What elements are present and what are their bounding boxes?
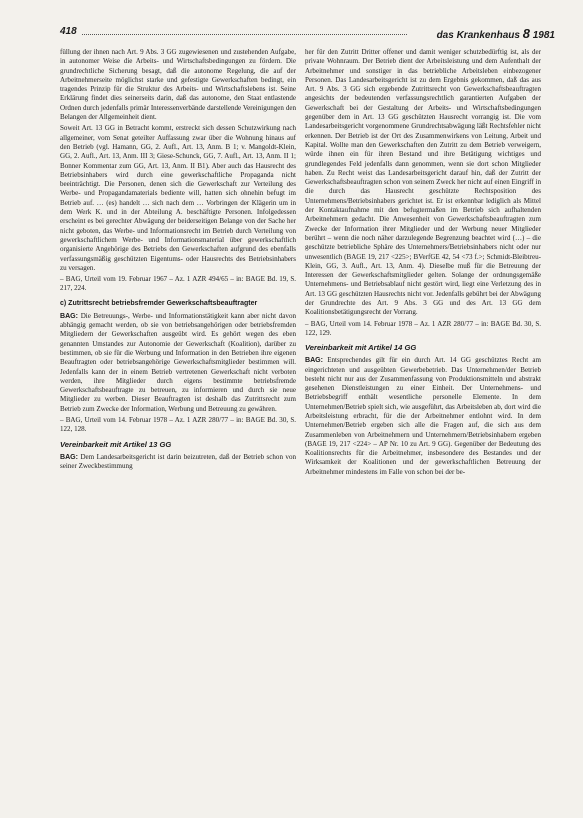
issue-number: 8 [522, 26, 530, 41]
paragraph [60, 453, 296, 472]
page-number: 418 [60, 26, 77, 37]
right-column [305, 48, 541, 479]
journal-title [437, 26, 555, 41]
paragraph: her für den Zutritt Dritter offener und damit weniger schutzbedürftig ist, als der private Wohnraum. Der Betrieb dient der Arbeitsleistung und dem Aufenthalt der Arbeitnehmer und sonstiger in das betriebliche Arbeitsleben einbezogener Personen. Das Landesarbeitsgericht ist zu dem Ergebnis gekommen, daß das aus Art. 9 Abs. 3 GG sich ergebende Zutrittsrecht von Gewerkschaftsbeauftragten angesichts der bedeutenden verfassungsrechtlich garantierten Aufgaben der Gewerkschaft bei der Gestaltung der Arbeits- und Wirtschaftsbedingungen gegenüber dem in Art. 13 GG geschützten Hausrecht vorrangig ist. Die vom Landesarbeitsgericht vorgenommene Grundrechtsabwägung läßt Rechtsfehler nicht erkennen. Der Betrieb ist der Ort des Zusammenwirkens von Leitung, Arbeit und Kapital. Wollte man den Gewerkschaften den Zutritt zu dem Betrieb verweigern, würde ihnen ein für ihren Bestand und ihre Betätigung wichtiges und grundlegendes Feld jedenfalls dann genommen, wenn sie dort schon Mitglieder haben. Zu Recht weist das Landesarbeitsgericht darauf hin, daß der Zutritt der Gewerkschaftsbeauftragten schon von seinem Zweck her nicht auf einen Eingriff in die durch das Hausrecht geschützte Rechtsposition des Unternehmens/Betriebsinhabers gerichtet ist. Er ist erkennbar lediglich als Mittel der Kontaktaufnahme mit den befugtermaßen im Betrieb sich aufhaltenden Arbeitnehmern gedacht. Die Anwesenheit von Gewerkschaftsbeauftragten zum Zwecke der Information ihrer Mitglieder und der Werbung neuer Mitglieder berührt – wenn die noch näher darzulegende Begrenzung beachtet wird (…) – die geschützte betriebliche Sphäre des Unternehmers/Betriebsinhabers nicht oder nur unwesentlich (BAGE 19, 217 <225>; BVerfGE 42, 54 <73 f.>; Schmidt-Bleibtreu-Klein, GG, 3. Aufl., Art. 13, Anm. 4). Dieselbe muß für die Betreuung der Interessen der Gewerkschaftsmitglieder gelten. Solange der ordnungsgemäße Unternehmens- und Betriebsablauf nicht gestört wird, liegt eine Verletzung des in Art. 13 GG geschützten Hausrechts nicht vor. Jedenfalls gebührt bei der Abwägung der Grundrechte des Art. 9 Abs. 3 GG und des Art. 13 GG dem Koalitionsbetätigungsrecht der Vorrang. [305, 48, 541, 317]
subheading-zutrittsrecht: c) Zutrittsrecht betriebsfremder Gewerkschaftsbeauftragter [60, 299, 258, 307]
subheading-art13: Vereinbarkeit mit Artikel 13 GG [60, 439, 172, 449]
paragraph [60, 312, 296, 414]
header-dotted-rule [82, 34, 407, 35]
running-header [60, 26, 555, 40]
court-label: BAG: [305, 357, 324, 365]
journal-name: das Krankenhaus [436, 30, 520, 41]
citation: – BAG, Urteil vom 19. Februar 1967 – Az. 1 AZR 494/65 – in: BAGE Bd. 19, S. 217, 224. [60, 275, 296, 293]
paragraph-text: Dem Landesarbeitsgericht ist darin beizutreten, daß der Betrieb schon von seiner Zweckbestimmung [60, 452, 296, 470]
court-label: BAG: [60, 312, 79, 320]
journal-year: 1981 [532, 30, 555, 41]
paragraph-text: Entsprechendes gilt für ein durch Art. 14 GG geschütztes Recht am eingerichteten und ausgeübten Gewerbebetrieb. Das Unternehmen/der Betrieb besteht nicht nur aus der Zusammenfassung von Produktionsmitteln und abstrakt gesehenen Dienstleistungen zu einer Einheit. Der Unternehmens- und Betriebsbegriff enthält wesentliche personelle Elemente. In dem Unternehmen/Betrieb spielt sich, wie ausgeführt, das Arbeitsleben ab, dort wird die Arbeitsleistung erbracht, für die der Arbeitnehmer entlohnt wird. In dem Unternehmen/Betrieb ergeben sich alle die Fragen auf, die sich aus dem Zusammenleben von Arbeitnehmern und Unternehmern/Betriebsinhabern ergeben (BAGE 19, 217 <224> – AP Nr. 10 zu Art. 9 GG). Gegenüber der Bedeutung des Koalitionsrechts für die Arbeitnehmer, insbesondere des Bestandes und der Wirksamkeit der Koalitionen und der gewerkschaftlichen Betreuung der Arbeitnehmer mindestens im Falle von schon bei der be- [305, 356, 541, 476]
subheading-art14: Vereinbarkeit mit Artikel 14 GG [305, 343, 417, 353]
court-label: BAG: [60, 453, 79, 461]
citation: – BAG, Urteil vom 14. Februar 1978 – Az. 1 AZR 280/77 – in: BAGE Bd. 30, S. 122, 129. [305, 319, 541, 337]
paragraph-text: Die Betreuungs-, Werbe- und Informationstätigkeit kann aber nicht davon abhängig gemacht werden, ob sie von betriebsangehörigen oder betriebsfremden Mitgliedern der Gewerkschaften ausgeübt wird. Es gehört wegen des eben genannten Umstandes zur Autonomie der Gewerkschaft (Koalition), darüber zu bestimmen, ob sie für die Werbung und Information in den Betrieben ihre eigenen Beauftragten oder betriebsangehörige Gewerkschaftsmitglieder bestimmen will. Jedenfalls kann der in einem Betrieb vertretenen Gewerkschaft nicht verboten werden, ihre Mitglieder durch eigens bestimmte betriebsfremde Gewerkschaftsbeauftragte zu betreuen, zu informieren und durch sie neue Mitglieder zu werben. Dieser Beauftragten ist deshalb das Zutrittsrecht zum Betrieb zum Zwecke der Information, Werbung und Betreuung zu gewähren. [60, 311, 296, 413]
paragraph: Soweit Art. 13 GG in Betracht kommt, erstreckt sich dessen Schutzwirkung nach allgemeiner, vom Senat geteilter Auffassung zwar über die Wohnung hinaus auf den Betrieb (vgl. Hamann, GG, 2. Aufl., Art. 13, Anm. B 1; v. Mangoldt-Klein, GG, 2. Aufl., Art. 13, Anm. III 3; Giese-Schunck, GG, 7. Aufl., Art. 13, Anm. II 1; Bonner Kommentar zum GG, Art. 13, Anm. II B1). Aber auch das Hausrecht des Betriebsinhabers wird durch eine gewerkschaftliche Propaganda nicht beeinträchtigt. Die Personen, denen sich die Gewerkschaft zur Verteilung des Werbe- und Propagandamaterials bediente will, hatten sich ohnehin befugt im Betrieb auf. … (es) handelt … sich nach dem … Vorbringen der Klägerin um in dem Werk K. und in der Abteilung A. beschäftigte Personen. Infolgedessen erscheint es bei gerechter Abwägung der beiderseitigen Belange von der Sache her nicht geboten, das Werbe- und Informationsrecht im Betrieb durch Verteilung von gewerkschaftlichem Werbe- und Informationsmaterial über gewerkschaftlich organisierte Angehörige des Betriebs den Gewerkschaften aufgrund des ebenfalls verfassungsmäßig geschützten Eigentums- oder Hausrechts des Betriebsinhabers zu versagen. [60, 124, 296, 272]
paragraph [305, 356, 541, 477]
citation: – BAG, Urteil vom 14. Februar 1978 – Az. 1 AZR 280/77 – in: BAGE Bd. 30, S. 122, 128. [60, 415, 296, 434]
paragraph: füllung der ihnen nach Art. 9 Abs. 3 GG zugewiesenen und zustehenden Aufgabe, in autonomer Weise die Arbeits- und Wirtschaftsbedingungen zu fördern. Die grundrechtliche Sicherung besagt, daß die autonome Regelung, die auf der Arbeitnehmerseite möglichst starke und gefestigte Gewerkschaften bedingt, ein tragendes Prinzip für die Struktur des Arbeits- und Wirtschaftslebens ist. Seine Erklärung findet dies seinerseits darin, daß das autonome, den Staat entlastende Ordnen durch jedenfalls primär Interessenverbände darstellende Vereinigungen den Belangen der Allgemeinheit dient. [60, 48, 296, 122]
left-column [60, 48, 296, 473]
